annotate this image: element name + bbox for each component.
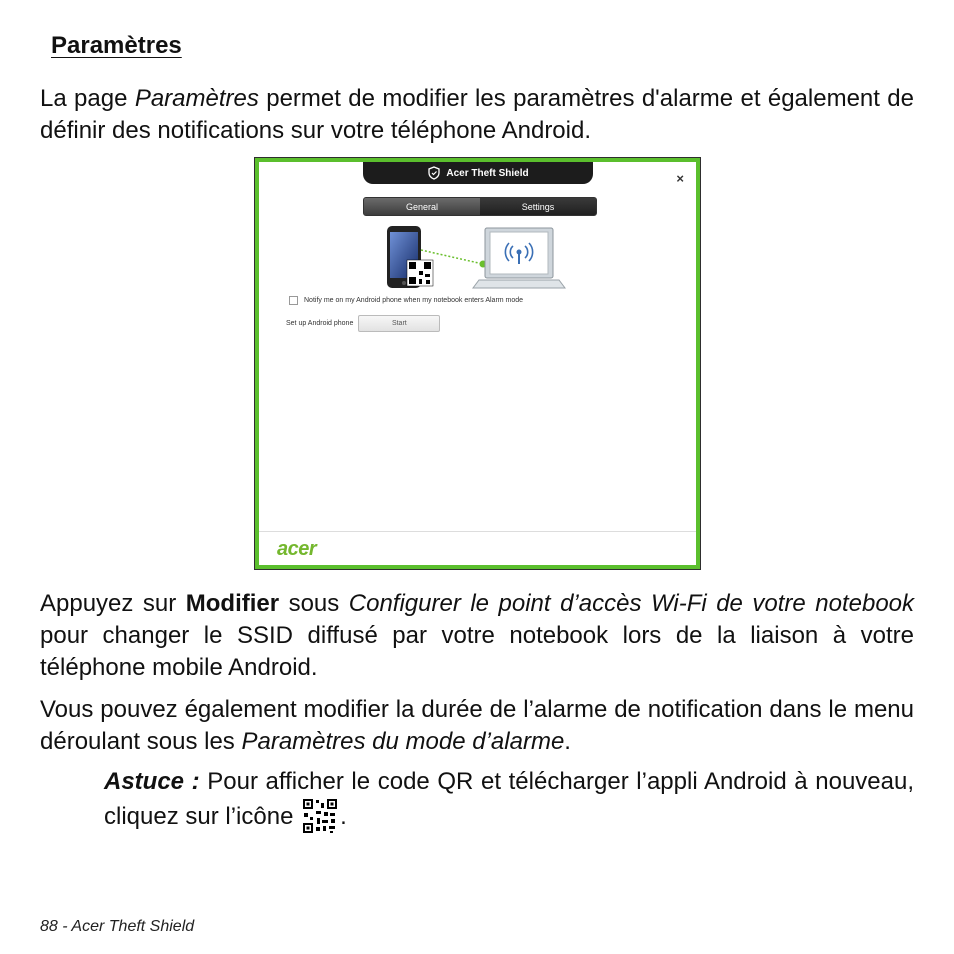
- window-titlebar: [363, 162, 593, 184]
- tab-settings[interactable]: Settings: [480, 198, 596, 215]
- notify-option-row: [289, 296, 523, 305]
- close-icon[interactable]: ×: [676, 171, 684, 186]
- alarm-duration-paragraph: Vous pouvez également modifier la durée de l’alarme de notification dans le menu déroulant sous les Paramètres du mode d’alarme.: [40, 696, 914, 755]
- modify-paragraph: Appuyez sur Modifier sous Configurer le point d’accès Wi-Fi de votre notebook pour changer le SSID diffusé par votre notebook lors de la liaison à votre téléphone mobile Android.: [40, 590, 915, 681]
- divider: [259, 531, 696, 532]
- tab-bar: [363, 197, 597, 216]
- intro-paragraph: La page Paramètres permet de modifier les paramètres d'alarme et également de définir des notifications sur votre téléphone Android.: [40, 85, 915, 144]
- tab-general[interactable]: General: [364, 198, 480, 215]
- settings-screenshot: [254, 157, 701, 570]
- qr-code-icon: [407, 260, 433, 286]
- start-button[interactable]: Start: [358, 315, 440, 332]
- page-heading: Paramètres: [51, 32, 182, 59]
- tip-label: Astuce :: [104, 768, 200, 795]
- tip-paragraph: Astuce : Pour afficher le code QR et télécharger l’appli Android à nouveau, cliquez sur l’icône .: [104, 766, 914, 834]
- acer-logo: acer: [277, 538, 317, 560]
- setup-label: Set up Android phone: [286, 320, 354, 327]
- setup-row: [286, 315, 440, 332]
- phone-notebook-illustration: [379, 224, 579, 294]
- qr-code-icon: [302, 798, 338, 834]
- page-footer: 88 - Acer Theft Shield: [40, 918, 195, 935]
- notify-checkbox[interactable]: [289, 296, 298, 305]
- notify-label: Notify me on my Android phone when my notebook enters Alarm mode: [304, 297, 524, 304]
- shield-icon: [427, 166, 441, 180]
- window-title: Acer Theft Shield: [446, 167, 529, 179]
